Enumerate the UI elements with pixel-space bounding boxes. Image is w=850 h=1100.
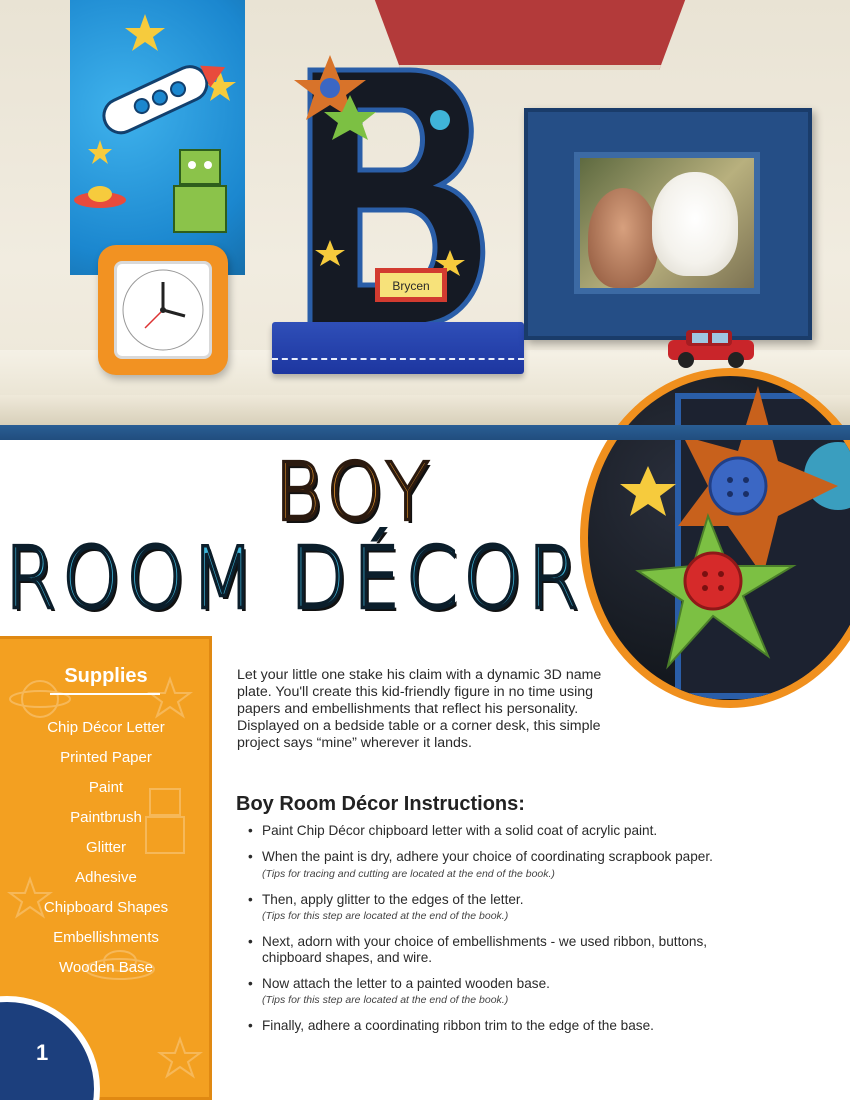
- letter-b-decor: [290, 50, 520, 350]
- detail-closeup-circle: [580, 368, 850, 708]
- step-tip: (Tips for this step are located at the end of the book.): [262, 994, 509, 1006]
- instruction-step: [248, 892, 728, 924]
- photo-frame: [524, 108, 812, 340]
- supply-item: Embellishments: [53, 929, 159, 946]
- instruction-step: [248, 1018, 728, 1034]
- supply-item: Glitter: [85, 839, 126, 856]
- supply-item: Chip Décor Letter: [47, 719, 165, 736]
- hero-blue-band: [0, 425, 850, 440]
- supplies-list: [0, 713, 212, 983]
- title-line-boy: BOY: [274, 445, 436, 539]
- step-text: Finally, adhere a coordinating ribbon trim to the edge of the base.: [262, 1018, 654, 1033]
- supply-item: Wooden Base: [59, 959, 153, 976]
- page-title: [0, 445, 590, 629]
- supply-item: Printed Paper: [60, 749, 152, 766]
- intro-paragraph: Let your little one stake his claim with a dynamic 3D name plate. You'll create this kid-friendly figure in no time using papers and embellishments that reflect his personality. Displayed on a bedside table or a corner desk, this simple project says “mine” wherever it lands.: [237, 667, 602, 751]
- supply-item: Adhesive: [75, 869, 137, 886]
- supply-item: Chipboard Shapes: [43, 899, 169, 916]
- supply-item: Paintbrush: [70, 809, 142, 826]
- alarm-clock: [98, 245, 228, 375]
- supply-item: Paint: [88, 779, 124, 796]
- wooden-base: [272, 322, 524, 374]
- instruction-step: [248, 849, 728, 882]
- step-text: Next, adorn with your choice of embellishments - we used ribbon, buttons, chipboard shapes, and wire.: [262, 934, 708, 965]
- rocket-lamp: [70, 0, 245, 275]
- step-text: Then, apply glitter to the edges of the letter.: [262, 892, 524, 907]
- instruction-steps: [248, 823, 728, 1044]
- dog-in-photo: [652, 172, 738, 276]
- step-text: When the paint is dry, adhere your choice of coordinating scrapbook paper.: [262, 849, 713, 864]
- instructions-heading: Boy Room Décor Instructions:: [236, 793, 525, 815]
- page-number: 1: [36, 1040, 49, 1065]
- toy-car: [664, 326, 760, 370]
- supplies-heading: Supplies: [64, 665, 148, 687]
- framed-photo: [574, 152, 760, 294]
- name-plate-text: Brycen: [392, 279, 430, 293]
- instruction-step: [248, 823, 728, 839]
- clock-face: [114, 261, 212, 359]
- instruction-step: [248, 976, 728, 1008]
- step-text: Now attach the letter to a painted wooden base.: [262, 976, 550, 991]
- step-text: Paint Chip Décor chipboard letter with a solid coat of acrylic paint.: [262, 823, 658, 838]
- title-line-room-decor: ROOM DÉCOR: [4, 529, 586, 629]
- instruction-step: [248, 934, 728, 966]
- step-tip: (Tips for tracing and cutting are located at the end of the book.): [262, 868, 555, 880]
- boy-in-photo: [588, 188, 658, 288]
- supplies-divider: [50, 693, 160, 695]
- step-tip: (Tips for this step are located at the end of the book.): [262, 910, 509, 922]
